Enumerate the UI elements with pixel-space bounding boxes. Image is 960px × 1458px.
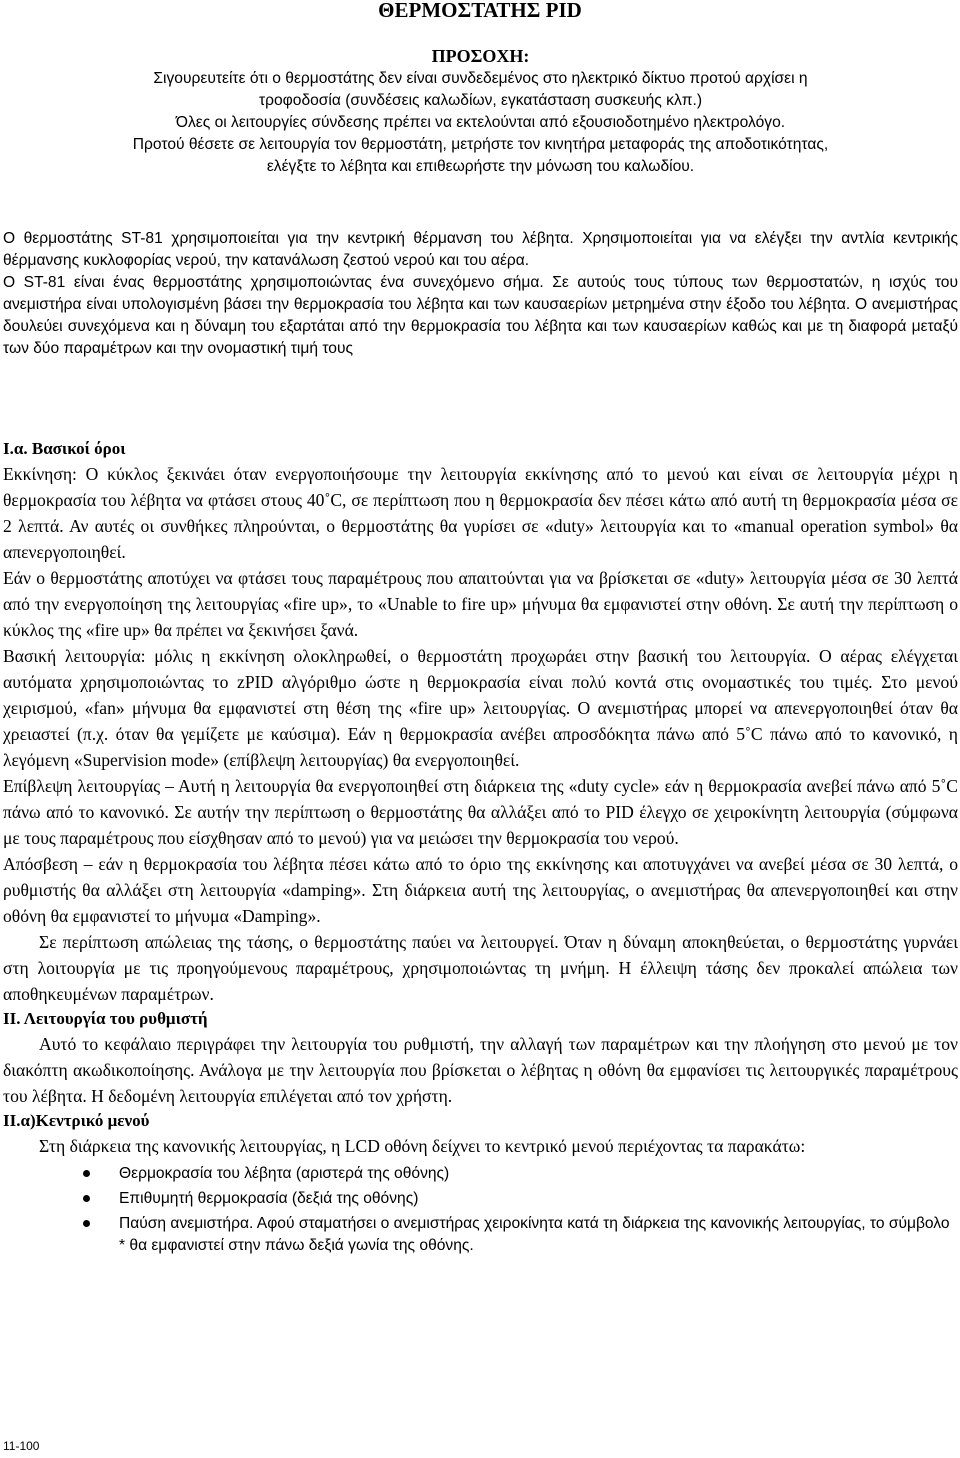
warning-section	[3, 44, 958, 178]
warning-heading: ΠΡΟΣΟΧΗ:	[431, 46, 530, 66]
central-menu-list	[3, 1163, 958, 1257]
list-item: Θερμοκρασία του λέβητα (αριστερά της οθόνης)	[119, 1163, 958, 1185]
list-item: Παύση ανεμιστήρα. Αφού σταματήσει ο ανεμιστήρας χειροκίνητα κατά τη διάρκεια της κανονικής λειτουργίας, το σύμβολο * θα εμφανιστεί στην πάνω δεξιά γωνία της οθόνης.	[119, 1213, 958, 1257]
page-code: 11-100	[3, 1439, 40, 1453]
paragraph-damping: Απόσβεση – εάν η θερμοκρασία του λέβητα πέσει κάτω από το όριο της εκκίνησης και αποτυγχάνει να ανεβεί μέσα σε 30 λεπτά, ο ρυθμιστής θα αλλάξει στη λειτουργία «damping». Στη διάρκεια αυτή της λειτουργίας, ο ανεμιστήρας θα απενεργοποιηθεί και στην οθόνη θα εμφανιστεί το μήνυμα «Damping».	[3, 854, 958, 926]
paragraph-basic-operation: Βασική λειτουργία: μόλις η εκκίνηση ολοκληρωθεί, ο θερμοστάτη προχωράει στην βασική του λειτουργία. Ο αέρας ελέγχεται αυτόματα χρησιμοποιώντας το zPID αλγόριθμο ώστε η θερμοκρασία είναι πολύ κοντά στις ονομαστικές του τιμές. Στο μενού χειρισμού, «fan» μήνυμα θα εμφανιστεί στη θέση της «fire up» λειτουργίας. Ο ανεμιστήρας μπορεί να απενεργοποιηθεί όταν θα χρειαστεί (π.χ. όταν θα γεμίζετε με καύσιμα). Εάν η θερμοκρασία ανέβει απροσδόκητα πάνω από 5˚C πάνω από το κανονικό, η λεγόμενη «Supervision mode» (επίβλεψη λειτουργίας) θα ενεργοποιηθεί.	[3, 646, 958, 770]
paragraph-regulator: Αυτό το κεφάλαιο περιγράφει την λειτουργία του ρυθμιστή, την αλλαγή των παραμέτρων και την πλοήγηση στο μενού με τον διακόπτη ακωδικοποίησης. Ανάλογα με την λειτουργία που βρίσκεται ο λέβητας η οθόνη θα εμφανίσει τις λειτουργικές παραμέτρους του λέβητα. Η δεδομένη λειτουργία επιλέγεται από τον χρήστη.	[3, 1034, 958, 1106]
section-heading-central-menu: ΙΙ.α)Κεντρικό μενού	[3, 1111, 150, 1130]
intro-paragraph-signal: Ο ST-81 είναι ένας θερμοστάτης χρησιμοποιώντας ένα συνεχόμενο σήμα. Σε αυτούς τους τύπους των θερμοστατών, η ισχύς του ανεμιστήρα είναι υπολογισμένη βάσει την θερμοκρασία του λέβητα και των καυσαερίων μετρημένα στην έξοδο του λέβητα. Ο ανεμιστήρας δουλεύει συνεχόμενα και η δύναμη του εξαρτάται από την θερμοκρασία του λέβητα και των καυσαερίων καθώς και με τη διαφορά μεταξύ των δύο παραμέτρων και την ονομαστική τιμή τους	[3, 274, 958, 357]
paragraph-startup: Εκκίνηση: Ο κύκλος ξεκινάει όταν ενεργοποιήσουμε την λειτουργία εκκίνησης από το μενού και είναι σε λειτουργία μέχρι η θερμοκρασία του λέβητα να φτάσει στους 40˚C, σε περίπτωση που η θερμοκρασία δεν πέσει κάτω από αυτή τη θερμοκρασία μέσα σε 2 λεπτά. Αν αυτές οι συνθήκες πληρούνται, ο θερμοστάτης θα γυρίσει σε «duty» λειτουργία και το «manual operation symbol» θα απενεργοποιηθεί.	[3, 464, 958, 562]
section-heading-regulator: ΙΙ. Λειτουργία του ρυθμιστή	[3, 1009, 208, 1028]
intro-paragraph-usage: Ο θερμοστάτης ST-81 χρησιμοποιείται για την κεντρική θέρμανση του λέβητα. Χρησιμοποιείται για να ελέγξει την αντλία κεντρικής θέρμανσης κυκλοφορίας νερού, την κατανάλωση ζεστού νερού και του αέρα.	[3, 230, 958, 269]
paragraph-supervision: Επίβλεψη λειτουργίας – Αυτή η λειτουργία θα ενεργοποιηθεί στη διάρκεια της «duty cycle» εάν η θερμοκρασία ανεβεί πάνω από 5˚C πάνω από το κανονικό. Σε αυτήν την περίπτωση ο θερμοστάτης θα αλλάξει από το PID έλεγχο σε χειροκίνητη λειτουργία (σύμφωνα με τους παραμέτρους που είσχθησαν από το μενού) για να μειώσει την θερμοκρασία του νερού.	[3, 776, 958, 848]
section-heading-basic-terms: Ι.α. Βασικοί όροι	[3, 439, 126, 458]
warning-line: Προτού θέσετε σε λειτουργία τον θερμοστάτη, μετρήστε τον κινητήρα μεταφοράς της αποδοτικότητας,	[132, 136, 829, 153]
intro-section	[3, 228, 958, 360]
document-title: ΘΕΡΜΟΣΤΑΤΗΣ PID	[378, 0, 582, 22]
list-item: Επιθυμητή θερμοκρασία (δεξιά της οθόνης)	[119, 1188, 958, 1210]
bullet-icon	[83, 1220, 90, 1227]
paragraph-central-menu: Στη διάρκεια της κανονικής λειτουργίας, η LCD οθόνη δείχνει το κεντρικό μενού περιέχοντας τα παρακάτω:	[39, 1136, 806, 1156]
paragraph-power-loss: Σε περίπτωση απώλειας της τάσης, ο θερμοστάτης παύει να λειτουργεί. Όταν η δύναμη αποκηθεύεται, ο θερμοστάτης γυρνάει στη λοιτουργία με τις προηγούμενους παραμέτρους, χρησιμοποιώντας τη μνήμη. Η έλλειψη τάσης δεν προκαλεί απώλεια των αποθηκευμένων παραμέτρων.	[3, 932, 958, 1004]
bullet-icon	[83, 1170, 90, 1177]
main-content	[3, 437, 958, 1260]
warning-line: Σιγουρευτείτε ότι ο θερμοστάτης δεν είναι συνδεδεμένος στο ηλεκτρικό δίκτυο προτού αρχίσει η	[153, 70, 808, 87]
warning-line: ελέγξτε το λέβητα και επιθεωρήστε την μόνωση του καλωδίου.	[266, 158, 695, 175]
warning-line: τροφοδοσία (συνδέσεις καλωδίων, εγκατάσταση συσκευής κλπ.)	[258, 92, 703, 109]
paragraph-fire-up: Εάν ο θερμοστάτης αποτύχει να φτάσει τους παραμέτρους που απαιτούνται για να βρίσκεται σε «duty» λειτουργία μέσα σε 30 λεπτά από την ενεργοποίηση της λειτουργίας «fire up», το «Unable to fire up» μήνυμα θα εμφανιστεί στην οθόνη. Σε αυτή την περίπτωση ο κύκλος της «fire up» θα πρέπει να ξεκινήσει ξανά.	[3, 568, 958, 640]
bullet-icon	[83, 1195, 90, 1202]
warning-line: Όλες οι λειτουργίες σύνδεσης πρέπει να εκτελούνται από εξουσιοδοτημένο ηλεκτρολόγο.	[175, 114, 786, 131]
